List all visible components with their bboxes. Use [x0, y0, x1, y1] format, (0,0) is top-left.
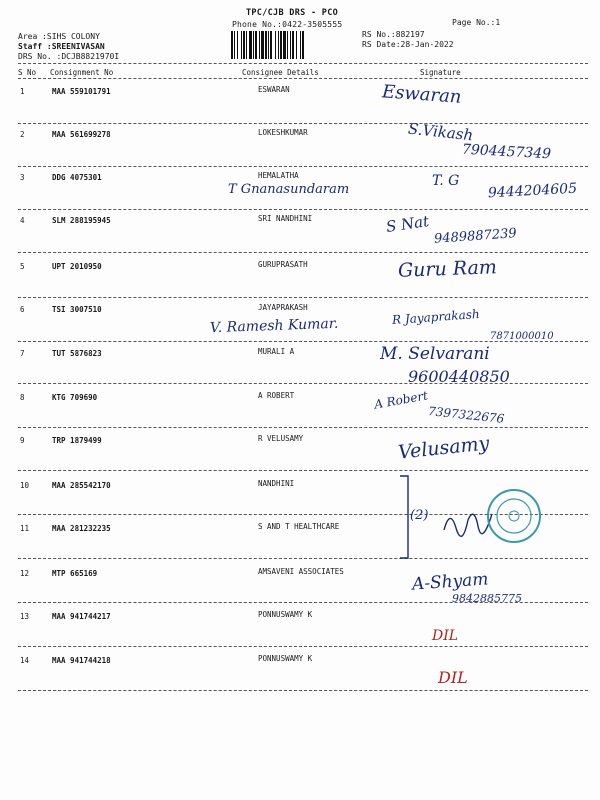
row-consignment: MAA 561699278	[52, 130, 111, 139]
row-consignee: MURALI A	[258, 347, 295, 356]
row-divider	[18, 252, 588, 253]
row-divider	[18, 297, 588, 298]
row-consignee: ESWARAN	[258, 85, 290, 94]
row-divider	[18, 470, 588, 471]
row-consignee: S AND T HEALTHCARE	[258, 522, 340, 531]
row-consignee: AMSAVENI ASSOCIATES	[258, 567, 344, 576]
row-divider	[18, 427, 588, 428]
row-divider	[18, 690, 588, 691]
receiver-name-row-3: T Gnanasundaram	[228, 182, 350, 197]
signature-row-5: Guru Ram	[397, 256, 498, 282]
row-consignment: MAA 941744217	[52, 612, 111, 621]
receiver-name-row-7: M. Selvarani	[380, 344, 490, 364]
row-divider	[18, 558, 588, 559]
row-sno: 3	[20, 173, 25, 182]
bracket-mark	[398, 474, 410, 560]
signature-row-9: Velusamy	[397, 432, 491, 464]
row-divider	[18, 166, 588, 167]
rs-date: RS Date:28-Jan-2022	[362, 40, 454, 49]
row-consignment: MAA 559101791	[52, 87, 111, 96]
row-consignment: DDG 4075301	[52, 173, 102, 182]
row-consignment: TRP 1879499	[52, 436, 102, 445]
row-sno: 14	[20, 656, 30, 665]
row-consignment: MAA 281232235	[52, 524, 111, 533]
row-consignee: LOKESHKUMAR	[258, 128, 308, 137]
column-header-sno: S No	[18, 68, 37, 77]
signature-row-4: S Nat	[384, 212, 431, 236]
barcode-icon	[230, 31, 354, 59]
row-sno: 5	[20, 262, 25, 271]
row-sno: 8	[20, 393, 25, 402]
row-consignee: SRI NANDHINI	[258, 214, 313, 223]
area-label: Area :SIHS COLONY	[18, 32, 100, 41]
row-consignment: MAA 285542170	[52, 481, 111, 490]
row-consignment: MTP 665169	[52, 569, 98, 578]
drs-number: DRS No. :DCJB8821970I	[18, 52, 120, 61]
phone-row-7: 9600440850	[408, 367, 510, 386]
row-consignee: R VELUSAMY	[258, 434, 304, 443]
row-sno: 2	[20, 130, 25, 139]
signature-row-3: T. G	[432, 173, 460, 189]
row-consignee: NANDHINI	[258, 479, 295, 488]
phone-row-12: 9842885775	[452, 592, 522, 605]
row-sno: 10	[20, 481, 30, 490]
signature-row-6: R Jayaprakash	[391, 306, 481, 328]
column-header-consignee: Consignee Details	[242, 68, 319, 77]
staff-label: Staff :SREENIVASAN	[18, 42, 105, 51]
row-consignee: A ROBERT	[258, 391, 295, 400]
note-row-14: DIL	[438, 668, 468, 687]
note-row-13: DIL	[432, 628, 459, 644]
page-number: Page No.:1	[452, 18, 501, 27]
row-consignment: SLM 288195945	[52, 216, 111, 225]
phone-row-6: 7871000010	[490, 331, 554, 342]
column-header-consignment: Consignment No	[50, 68, 114, 77]
signature-row-2: S.Vikash	[407, 119, 475, 145]
row-consignment: TUT 5876823	[52, 349, 102, 358]
row-divider	[18, 646, 588, 647]
row-sno: 7	[20, 349, 25, 358]
row-consignee: PONNUSWAMY K	[258, 610, 313, 619]
row-consignment: KTG 709690	[52, 393, 98, 402]
signature-row-12: A-Shyam	[411, 569, 490, 595]
row-sno: 11	[20, 524, 30, 533]
receiver-name-row-6: V. Ramesh Kumar.	[209, 315, 339, 337]
row-consignee: GURUPRASATH	[258, 260, 308, 269]
header-divider	[18, 63, 588, 64]
rs-number: RS No.:882197	[362, 30, 425, 39]
row-divider	[18, 123, 588, 124]
row-sno: 12	[20, 569, 30, 578]
phone-row-4: 9489887239	[433, 226, 518, 247]
company-stamp-icon	[486, 488, 542, 544]
row-consignee: HEMALATHA	[258, 171, 299, 180]
row-consignment: TSI 3007510	[52, 305, 102, 314]
signature-row-8: A Robert	[373, 388, 429, 412]
column-header-signature: Signature	[420, 68, 461, 77]
row-sno: 9	[20, 436, 25, 445]
row-sno: 6	[20, 305, 25, 314]
row-sno: 4	[20, 216, 25, 225]
phone-number: Phone No.:0422-3505555	[232, 20, 343, 29]
row-consignee: JAYAPRAKASH	[258, 303, 308, 312]
row-sno: 1	[20, 87, 25, 96]
note-row-10: (2)	[410, 508, 429, 523]
row-consignment: UPT 2010950	[52, 262, 102, 271]
row-consignment: MAA 941744218	[52, 656, 111, 665]
row-sno: 13	[20, 612, 30, 621]
phone-row-3: 9444204605	[487, 180, 578, 202]
signature-row-1: Eswaran	[381, 81, 463, 108]
sheet-title: TPC/CJB DRS - PCO	[245, 8, 339, 18]
column-divider	[18, 78, 588, 79]
phone-row-8: 7397322676	[427, 404, 505, 426]
phone-row-2: 7904457349	[461, 141, 552, 163]
row-divider	[18, 209, 588, 210]
row-consignee: PONNUSWAMY K	[258, 654, 313, 663]
